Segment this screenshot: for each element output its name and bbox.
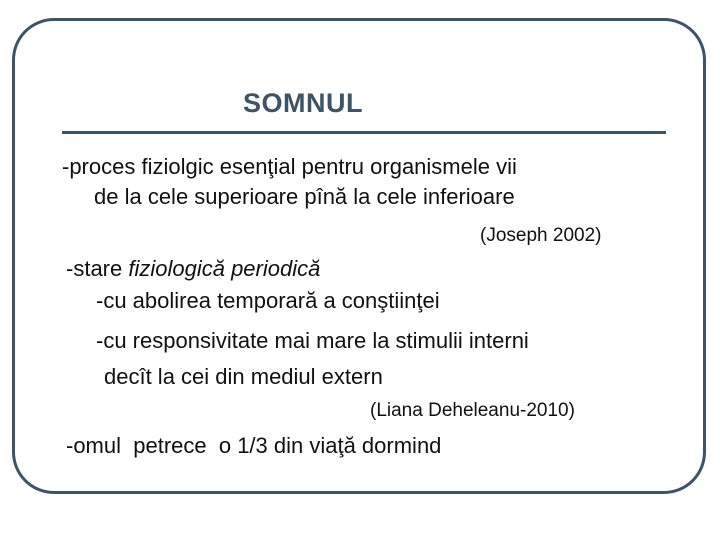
paragraph-2-sub-2-line-2: decît la cei din mediul extern xyxy=(104,364,383,389)
title-divider xyxy=(62,131,666,134)
slide-title: SOMNUL xyxy=(243,88,363,118)
paragraph-1-line-1: -proces fiziolgic esenţial pentru organismele vii xyxy=(62,154,517,179)
paragraph-1-line-2: de la cele superioare pînă la cele inferioare xyxy=(94,184,515,209)
paragraph-2-sub-2-line-1: -cu responsivitate mai mare la stimulii interni xyxy=(96,328,529,353)
paragraph-3: -omul petrece o 1/3 din viaţă dormind xyxy=(66,433,442,458)
paragraph-2-italic: fiziologică periodică xyxy=(128,256,321,281)
paragraph-2-line-1 xyxy=(66,256,320,282)
paragraph-2-prefix: -stare xyxy=(66,256,129,281)
citation-deheleanu: (Liana Deheleanu-2010) xyxy=(370,400,575,421)
citation-joseph: (Joseph 2002) xyxy=(480,225,602,246)
paragraph-2-sub-1: -cu abolirea temporară a conştiinţei xyxy=(96,288,440,313)
